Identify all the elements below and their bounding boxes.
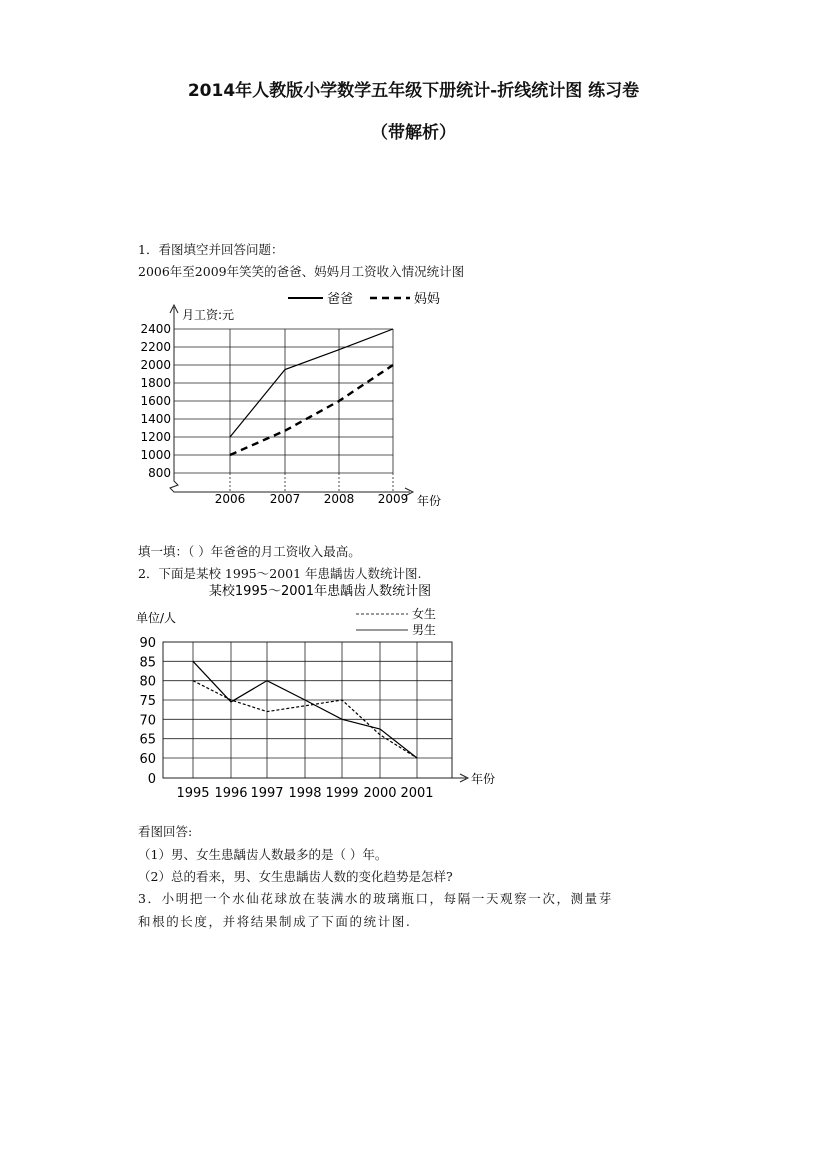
y-tick-label: 1000	[140, 448, 171, 462]
x-axis	[170, 473, 410, 492]
y-tick-label: 85	[139, 655, 156, 671]
y-tick-label: 1200	[140, 430, 171, 444]
y-tick-label: 0	[147, 772, 156, 787]
x-tick-label: 2009	[377, 492, 409, 506]
x-tick-label: 2007	[269, 492, 301, 506]
salary-line-chart	[130, 285, 460, 517]
x-tick-label: 1998	[288, 786, 322, 801]
q1-intro: 1．看图填空并回答问题：	[138, 242, 284, 257]
y-tick-label: 800	[148, 466, 171, 480]
q3-line1: 3．小明把一个水仙花球放在装满水的玻璃瓶口，每隔一天观察一次，测量芽	[138, 891, 613, 906]
chart-title: 某校1995～2001年患龋齿人数统计图	[208, 584, 432, 599]
y-tick-label: 2200	[140, 340, 171, 354]
y-tick-label: 2400	[140, 322, 171, 336]
x-tick-label: 2001	[400, 786, 434, 801]
q1-caption: 2006年至2009年笑笑的爸爸、妈妈月工资收入情况统计图	[138, 264, 465, 279]
x-tick-label: 2008	[323, 492, 355, 506]
y-tick-label: 80	[139, 674, 156, 690]
y-tick-label: 70	[139, 713, 156, 729]
x-tick-label: 2006	[214, 492, 246, 506]
y-axis-label: 单位/人	[136, 611, 177, 625]
q2-sub2: （2）总的看来，男、女生患龋齿人数的变化趋势是怎样?	[138, 869, 453, 884]
legend-label-mother: 妈妈	[414, 292, 441, 307]
y-tick-label: 65	[139, 732, 156, 748]
x-axis-label: 年份	[471, 772, 496, 786]
y-tick-label: 75	[139, 694, 156, 709]
y-tick-label: 90	[139, 636, 156, 651]
x-tick-label: 1997	[250, 786, 284, 801]
y-axis-label: 月工资:元	[182, 308, 235, 322]
q2-intro: 2．下面是某校 1995～2001 年患龋齿人数统计图.	[138, 566, 422, 581]
y-tick-label: 1800	[140, 376, 171, 390]
y-tick-label: 2000	[140, 358, 171, 372]
x-tick-label: 1999	[325, 786, 359, 801]
x-tick-label: 1995	[176, 786, 210, 801]
page-subtitle: （带解析）	[371, 123, 456, 143]
x-tick-label: 1996	[214, 786, 248, 801]
legend-label-boys: 男生	[412, 623, 437, 637]
plot-frame	[163, 642, 452, 778]
y-tick-label: 1600	[140, 394, 171, 408]
q1-fill: 填一填：（ ）年爸爸的月工资收入最高。	[138, 544, 361, 559]
y-tick-label: 60	[139, 752, 156, 767]
series-line-mother	[230, 365, 393, 455]
q2-prompt: 看图回答:	[138, 824, 193, 839]
x-tick-label: 2000	[363, 786, 397, 801]
x-axis-label: 年份	[417, 494, 442, 508]
q3-line2: 和根的长度，并将结果制成了下面的统计图.	[138, 914, 412, 929]
q2-sub1: （1）男、女生患龋齿人数最多的是（ ）年。	[138, 847, 388, 862]
page-title: 2014年人教版小学数学五年级下册统计-折线统计图 练习卷	[187, 81, 640, 101]
legend-label-father: 爸爸	[327, 292, 354, 307]
caries-line-chart	[130, 580, 510, 805]
legend-label-girls: 女生	[412, 607, 437, 621]
y-tick-label: 1400	[140, 412, 171, 426]
